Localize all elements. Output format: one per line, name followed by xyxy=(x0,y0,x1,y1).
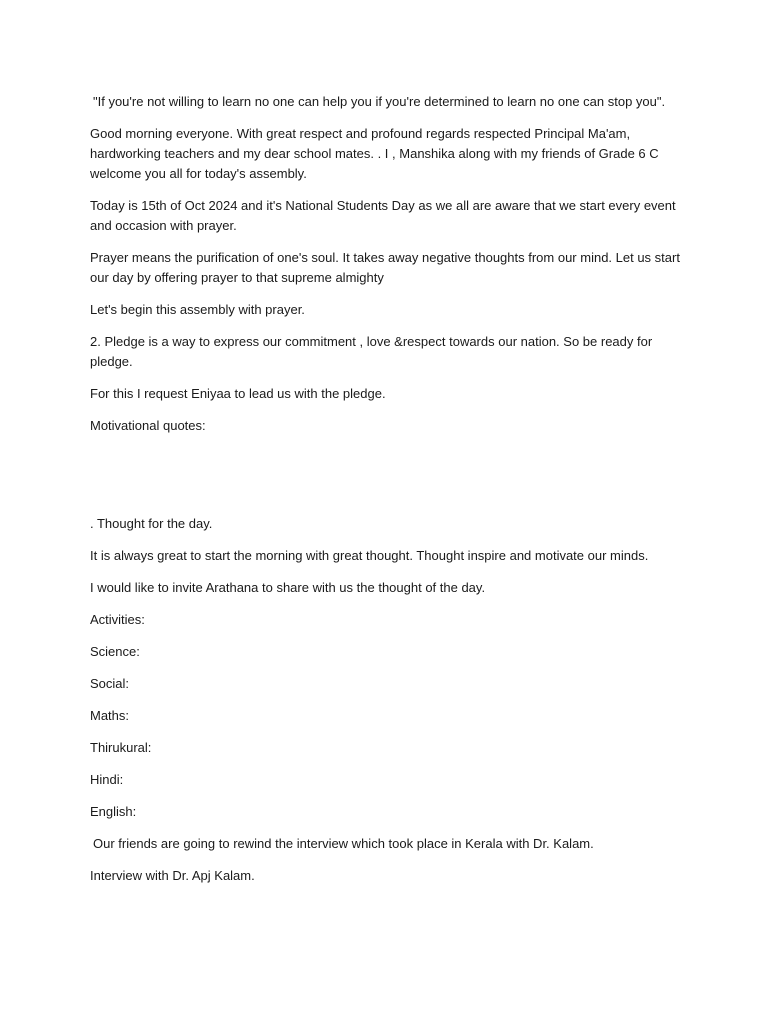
thirukural-label: Thirukural: xyxy=(90,740,152,755)
english-label: English: xyxy=(90,804,137,819)
blank-space xyxy=(90,448,680,514)
intro-paragraph: Today is 15th of Oct 2024 and it's National Students Day as we all are aware that we start every event and occasion with prayer. xyxy=(90,198,676,233)
document-body xyxy=(90,92,680,898)
social-label: Social: xyxy=(90,676,130,691)
thought-invite-paragraph: I would like to invite Arathana to share with us the thought of the day. xyxy=(90,580,486,595)
activities-heading: Activities: xyxy=(90,612,145,627)
prayer-meaning-paragraph: Prayer means the purification of one's soul. It takes away negative thoughts from our mind. Let us start our day by offering prayer to that supreme almighty xyxy=(90,250,680,285)
thought-text-paragraph: It is always great to start the morning with great thought. Thought inspire and motivate our minds. xyxy=(90,548,649,563)
rewind-paragraph: Our friends are going to rewind the interview which took place in Kerala with Dr. Kalam. xyxy=(93,836,594,851)
pledge-paragraph: 2. Pledge is a way to express our commitment , love &respect towards our nation. So be ready for pledge. xyxy=(90,334,653,369)
science-label: Science: xyxy=(90,644,140,659)
thought-heading: . Thought for the day. xyxy=(90,516,213,531)
motivational-quotes-heading: Motivational quotes: xyxy=(90,418,206,433)
greeting-paragraph: Good morning everyone. With great respect and profound regards respected Principal Ma'am, hardworking teachers and my dear school mates. . I , Manshika along with my friends of Grade 6 C welcome you all for today's assembly. xyxy=(90,126,659,181)
maths-label: Maths: xyxy=(90,708,130,723)
interview-paragraph: Interview with Dr. Apj Kalam. xyxy=(90,868,255,883)
hindi-label: Hindi: xyxy=(90,772,124,787)
opening-quote: "If you're not willing to learn no one can help you if you're determined to learn no one can stop you". xyxy=(93,94,666,109)
pledge-request-paragraph: For this I request Eniyaa to lead us with the pledge. xyxy=(90,386,386,401)
prayer-begin-paragraph: Let's begin this assembly with prayer. xyxy=(90,302,305,317)
